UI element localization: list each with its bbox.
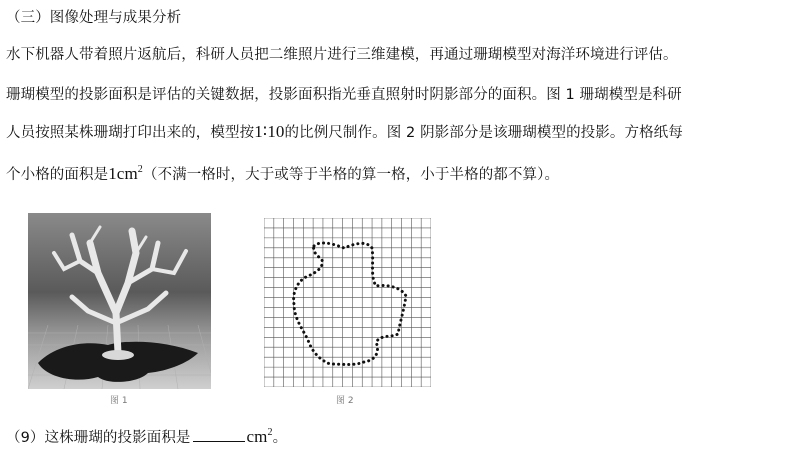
section-title: （三）图像处理与成果分析 <box>6 10 182 26</box>
figure-1-caption: 图 1 <box>110 396 128 406</box>
scale-ratio: 1∶10 <box>254 122 285 141</box>
question-9: （9）这株珊瑚的投影面积是 $cm^2$。 <box>6 427 288 446</box>
paragraph-line-4: 个小格的面积是$1cm^2$（不满一格时，大于或等于半格的算一格，小于半格的都不算）。 <box>6 164 560 183</box>
answer-blank[interactable] <box>193 427 245 442</box>
answer-unit: $cm^2$ <box>246 427 273 446</box>
paragraph-line-3: 人员按照某株珊瑚打印出来的，模型按1∶10的比例尺制作。图 2 阴影部分是该珊瑚模型的投影。方格纸每 <box>6 122 683 141</box>
unit-area: $1cm^2$ <box>108 164 143 183</box>
coral-model-photo <box>28 213 211 389</box>
paragraph-line-1: 水下机器人带着照片返航后，科研人员把二维照片进行三维建模，再通过珊瑚模型对海洋环境进行评估。 <box>6 47 678 63</box>
projection-grid <box>264 218 431 387</box>
figure-2-caption: 图 2 <box>336 396 354 406</box>
paragraph-line-2: 珊瑚模型的投影面积是评估的关键数据，投影面积指光垂直照射时阴影部分的面积。图 1 珊瑚模型是科研 <box>6 87 682 103</box>
